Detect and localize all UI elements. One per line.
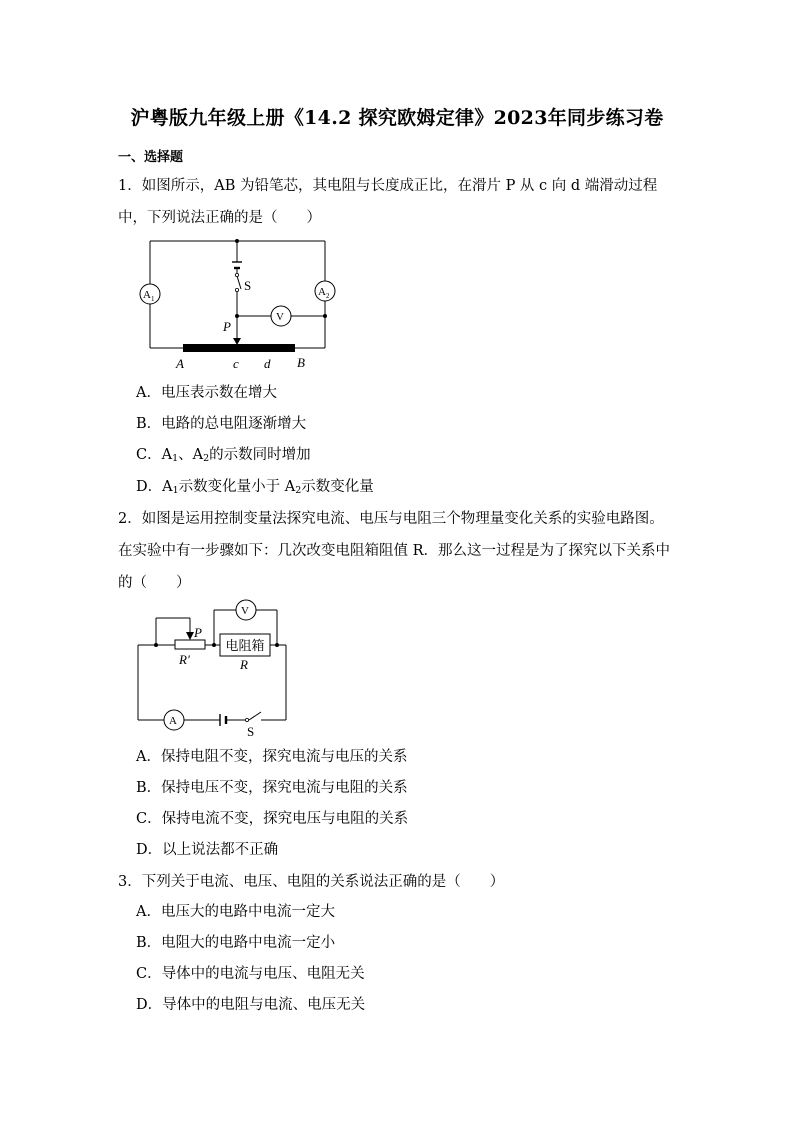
q2-switch-label: S <box>247 724 255 739</box>
q3-option-c[interactable]: C．导体中的电流与电压、电阻无关 <box>136 966 365 982</box>
q1-end-b-label: B <box>297 355 305 370</box>
q2-option-c[interactable]: C．保持电流不变，探究电压与电阻的关系 <box>136 811 409 827</box>
q1-option-b[interactable]: B．电路的总电阻逐渐增大 <box>136 416 307 432</box>
q1-ammeter-a1-label: $A_1$ <box>143 289 155 303</box>
q1-point-d-label: d <box>264 356 271 371</box>
question-3-text: 3．下列关于电流、电压、电阻的关系说法正确的是（ ） <box>118 874 505 890</box>
q3-option-b[interactable]: B．电阻大的电路中电流一定小 <box>136 935 336 951</box>
q1-slider-label: P <box>223 319 231 334</box>
question-2-text: 2．如图是运用控制变量法探究电流、电压与电阻三个物理量变化关系的实验电路图。在实验中有一步骤如下：几次改变电阻箱阻值 R．那么这一过程是为了探究以下关系中的（ ） <box>118 511 671 591</box>
q1-option-a[interactable]: A．电压表示数在增大 <box>136 385 277 401</box>
question-2-circuit-diagram <box>134 598 294 740</box>
q1-option-c[interactable]: C．$A_1$、$A_2$的示数同时增加 <box>136 447 311 464</box>
q3-option-a[interactable]: A．电压大的电路中电流一定大 <box>136 904 335 920</box>
question-1-circuit-diagram <box>135 232 345 372</box>
q1-end-a-label: A <box>176 356 184 371</box>
q2-ammeter-label: A <box>169 715 177 727</box>
q3-option-d[interactable]: D．导体中的电阻与电流、电压无关 <box>136 997 366 1013</box>
q2-resistance-box-label: 电阻箱 <box>225 638 265 653</box>
q2-option-d[interactable]: D．以上说法都不正确 <box>136 842 279 858</box>
q1-switch-label: S <box>244 278 252 293</box>
section-heading: 一、选择题 <box>118 150 184 165</box>
q2-option-b[interactable]: B．保持电压不变，探究电流与电阻的关系 <box>136 780 408 796</box>
q2-resistance-label: R <box>240 657 248 672</box>
q1-point-c-label: c <box>233 356 239 371</box>
q2-rheostat-label: R′ <box>179 652 190 667</box>
q1-voltmeter-label: V <box>276 311 284 323</box>
page-title: 沪粤版九年级上册《14.2 探究欧姆定律》2023年同步练习卷 <box>130 107 664 129</box>
q2-slider-label: P <box>194 625 202 640</box>
q2-option-a[interactable]: A．保持电阻不变，探究电流与电压的关系 <box>136 749 408 765</box>
question-1-text: 1．如图所示，AB 为铅笔芯，其电阻与长度成正比，在滑片 P 从 c 向 d 端滑动过程中，下列说法正确的是（ ） <box>118 178 658 226</box>
q1-option-d[interactable]: D．$A_1$示数变化量小于 $A_2$示数变化量 <box>136 479 374 496</box>
q2-voltmeter-label: V <box>241 605 249 617</box>
q1-ammeter-a2-label: $A_2$ <box>318 286 330 300</box>
